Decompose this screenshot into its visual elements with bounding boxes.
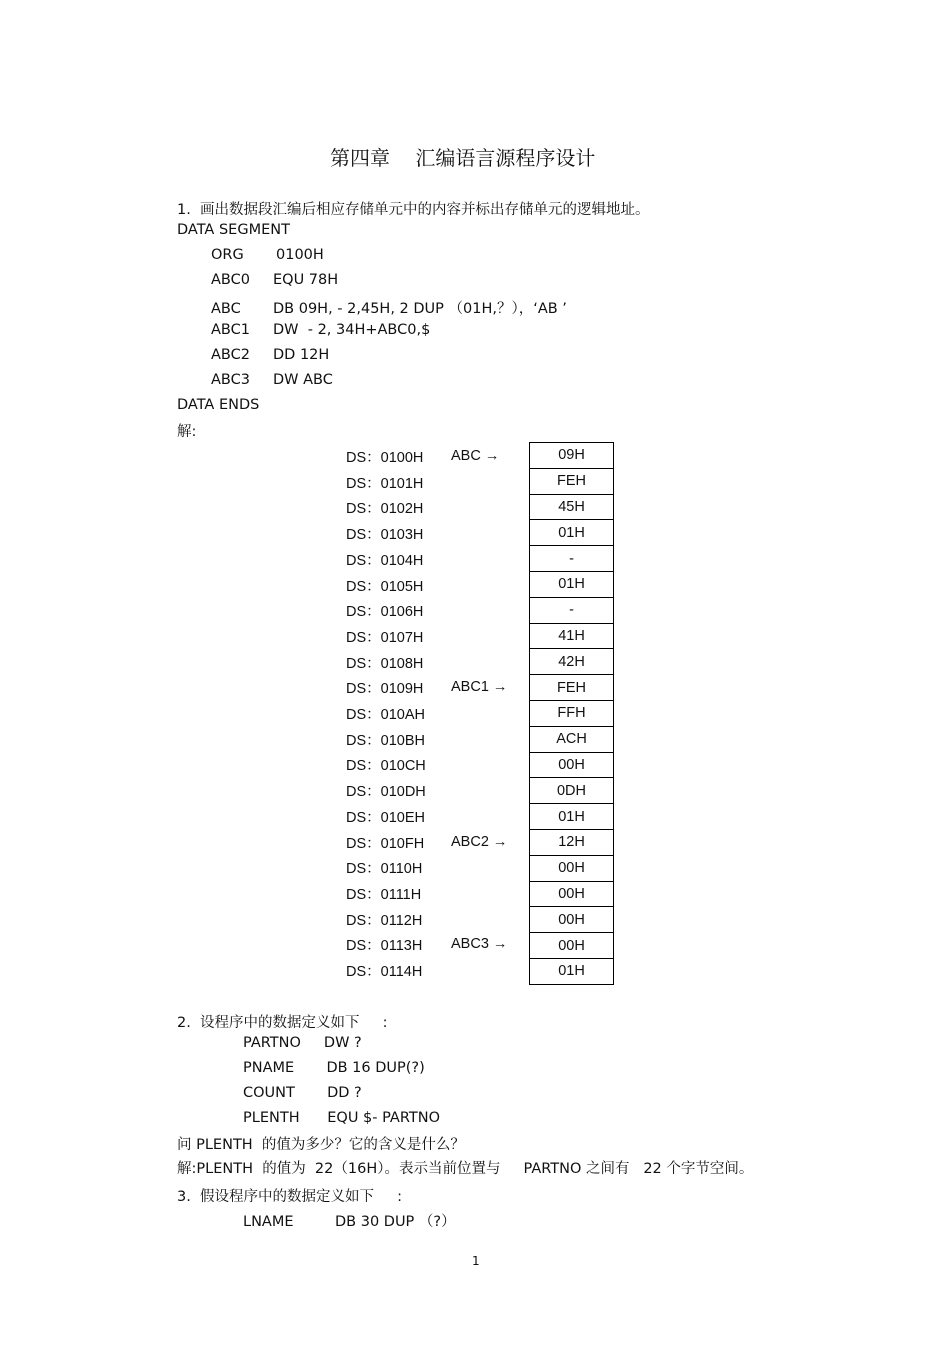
memory-address: DS：0104H [346, 552, 424, 569]
memory-address: DS：0101H [346, 475, 424, 492]
memory-cell: 12H [530, 829, 614, 855]
memory-cell: 00H [530, 855, 614, 881]
variable-label: ABC2 → [451, 833, 508, 850]
code-line: LNAME DB 30 DUP （?） [243, 1214, 456, 1230]
memory-cell: 42H [530, 649, 614, 675]
code-line: DATA ENDS [177, 397, 260, 413]
memory-row [530, 778, 614, 804]
memory-cell: - [530, 597, 614, 623]
memory-address: DS：0111H [346, 886, 422, 903]
q2-question: 2. 设程序中的数据定义如下 : [177, 1015, 388, 1031]
memory-row [530, 571, 614, 597]
memory-cell: ACH [530, 726, 614, 752]
memory-row [530, 675, 614, 701]
memory-row [530, 623, 614, 649]
memory-address: DS：010FH [346, 835, 425, 852]
answer-label: 解: [177, 424, 197, 440]
memory-cell: 01H [530, 804, 614, 830]
variable-label: ABC1 → [451, 679, 508, 696]
memory-row [530, 855, 614, 881]
variable-label: ABC → [451, 448, 500, 464]
memory-address: DS：0108H [346, 655, 424, 672]
memory-address: DS：0113H [346, 938, 423, 955]
q2-ask: 问 PLENTH 的值为多少？它的含义是什么？ [177, 1137, 465, 1153]
memory-row [530, 958, 614, 984]
memory-row [530, 933, 614, 959]
memory-row [530, 829, 614, 855]
q1-question: 1. 画出数据段汇编后相应存储单元中的内容并标出存储单元的逻辑地址。 [177, 202, 650, 218]
memory-address: DS：010EH [346, 809, 425, 826]
memory-address: DS：0114H [346, 964, 423, 980]
memory-row [530, 597, 614, 623]
code-line: ABC3 DW ABC [211, 372, 333, 388]
memory-row [530, 804, 614, 830]
memory-address: DS：0100H [346, 450, 424, 466]
memory-address: DS：0103H [346, 527, 424, 544]
memory-row [530, 443, 614, 469]
memory-cell: 0DH [530, 778, 614, 804]
memory-address: DS：0105H [346, 578, 424, 595]
memory-cell: 41H [530, 623, 614, 649]
memory-address: DS：0102H [346, 501, 424, 518]
memory-address: DS：010BH [346, 732, 425, 749]
q2-answer: 解:PLENTH 的值为 22（16H）。表示当前位置与 PARTNO 之间有 22 个字节空间。 [177, 1161, 754, 1177]
memory-table [529, 442, 614, 985]
memory-cell: 01H [530, 571, 614, 597]
memory-row [530, 726, 614, 752]
page-number: 1 [472, 1254, 480, 1268]
code-line: DATA SEGMENT [177, 222, 290, 238]
memory-address: DS：0107H [346, 629, 424, 646]
memory-cell: 01H [530, 520, 614, 546]
memory-row [530, 494, 614, 520]
code-line: PLENTH EQU $- PARTNO [243, 1110, 440, 1126]
memory-address: DS：010AH [346, 707, 425, 723]
memory-address: DS：010DH [346, 784, 426, 801]
memory-cell: FEH [530, 468, 614, 494]
memory-cell: 00H [530, 881, 614, 907]
memory-row [530, 468, 614, 494]
memory-cell: FEH [530, 675, 614, 701]
code-line: PNAME DB 16 DUP(?) [243, 1060, 425, 1076]
memory-row [530, 649, 614, 675]
code-line: ABC1 DW - 2, 34H+ABC0,$ [211, 322, 431, 338]
variable-label: ABC3 → [451, 936, 508, 953]
memory-row [530, 752, 614, 778]
memory-address: DS：0110H [346, 861, 423, 878]
memory-row [530, 546, 614, 572]
memory-row [530, 520, 614, 546]
q3-question: 3. 假设程序中的数据定义如下 : [177, 1189, 402, 1205]
memory-row [530, 700, 614, 726]
code-line: PARTNO DW ? [243, 1035, 362, 1051]
code-line: ABC0 EQU 78H [211, 272, 339, 288]
memory-cell: 00H [530, 933, 614, 959]
memory-row [530, 881, 614, 907]
memory-cell: - [530, 546, 614, 572]
code-line: ABC DB 09H, - 2,45H, 2 DUP （01H,？），‘AB ’ [211, 301, 567, 317]
memory-row [530, 907, 614, 933]
memory-cell: 09H [530, 443, 614, 469]
code-line: ORG 0100H [211, 247, 324, 263]
memory-address: DS：010CH [346, 758, 426, 775]
memory-cell: 01H [530, 958, 614, 984]
page-title: 第四章 汇编语言源程序设计 [330, 146, 596, 170]
memory-cell: 45H [530, 494, 614, 520]
memory-cell: FFH [530, 700, 614, 726]
memory-address: DS：0112H [346, 912, 423, 929]
code-line: ABC2 DD 12H [211, 347, 330, 363]
memory-cell: 00H [530, 907, 614, 933]
memory-address: DS：0106H [346, 604, 424, 621]
memory-address: DS：0109H [346, 681, 424, 698]
memory-cell: 00H [530, 752, 614, 778]
code-line: COUNT DD ? [243, 1085, 362, 1101]
